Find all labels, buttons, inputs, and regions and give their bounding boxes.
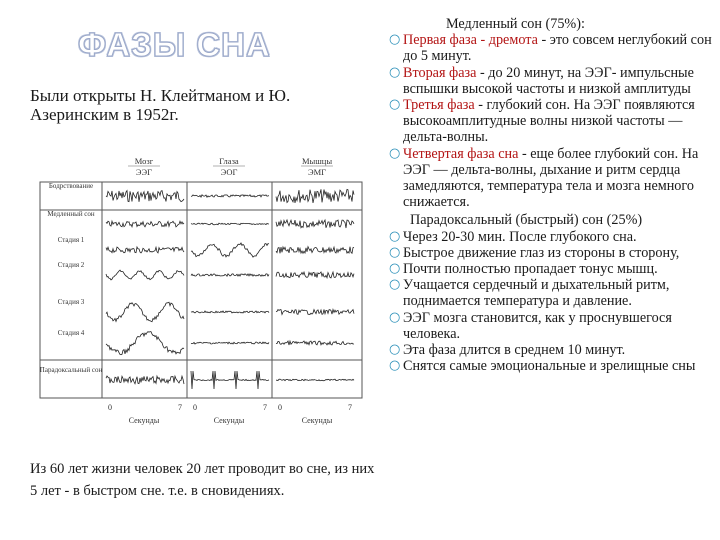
circle-bullet-icon: ○ xyxy=(389,277,401,293)
discovery-text: Были открыты Н. Клейтманом и Ю. Азеринским в 1952г. xyxy=(30,86,291,124)
trace-line xyxy=(191,274,269,276)
eeg-figure-svg xyxy=(28,150,378,428)
trace-line xyxy=(106,332,184,355)
circle-bullet-icon: ○ xyxy=(389,358,401,374)
list-item xyxy=(388,32,716,64)
bottom-note: Из 60 лет жизни человек 20 лет проводит во сне, из них 5 лет - в быстром сне. т.е. в сновидениях. xyxy=(30,461,375,499)
trace-line xyxy=(106,270,184,280)
list-item xyxy=(388,261,716,277)
column-header: Мозг xyxy=(134,156,154,166)
list-item xyxy=(388,245,716,261)
trace-line xyxy=(106,191,184,202)
rem-sleep-header: Парадоксальный (быстрый) сон (25%) xyxy=(410,212,643,229)
circle-bullet-icon: ○ xyxy=(389,97,401,113)
circle-bullet-icon: ○ xyxy=(389,244,401,260)
row-label: Стадия 4 xyxy=(57,329,85,337)
rem-item-text: ЭЭГ мозга становится, как у проснувшегося человека. xyxy=(403,309,672,342)
trace-line xyxy=(191,243,269,257)
trace-line xyxy=(191,311,269,313)
circle-bullet-icon: ○ xyxy=(389,64,401,80)
column-subheader: ЭЭГ xyxy=(135,167,153,177)
rem-item-text: Почти полностью пропадает тонус мышц. xyxy=(403,261,658,278)
column-header: Глаза xyxy=(219,156,239,166)
phase-desc: - еще более глубокий сон. На ЭЭГ — дельта-волны, дыхание и ритм сердца замедляются, температура тела и мозга немного снижается. xyxy=(403,145,699,211)
phase-term: Четвертая фаза сна xyxy=(403,145,519,162)
trace-line xyxy=(106,247,184,253)
trace-line xyxy=(191,371,269,389)
list-item xyxy=(388,65,716,97)
list-item xyxy=(388,229,716,245)
circle-bullet-icon: ○ xyxy=(389,261,401,277)
trace-line xyxy=(276,189,354,203)
circle-bullet-icon: ○ xyxy=(389,342,401,358)
row-label: Медленный сон xyxy=(47,210,95,218)
trace-line xyxy=(276,220,354,228)
axis-tick-label: 0 xyxy=(278,403,282,412)
trace-line xyxy=(276,247,354,254)
trace-line xyxy=(106,376,184,384)
slow-sleep-list xyxy=(388,32,716,210)
circle-bullet-icon: ○ xyxy=(389,228,401,244)
phase-term: Третья фаза xyxy=(403,97,475,114)
rem-sleep-list xyxy=(388,229,716,375)
trace-line xyxy=(106,221,184,227)
list-item xyxy=(388,310,716,342)
right-column xyxy=(388,16,716,374)
slow-sleep-header: Медленный сон (75%): xyxy=(446,16,585,32)
list-item xyxy=(388,97,716,146)
list-item xyxy=(388,146,716,211)
trace-line xyxy=(191,223,269,225)
trace-line xyxy=(106,302,184,322)
circle-bullet-icon: ○ xyxy=(389,309,401,325)
row-label: Бодрствование xyxy=(48,182,94,190)
trace-line xyxy=(276,310,354,315)
row-label: Парадоксальный сон xyxy=(39,366,103,374)
row-label: Стадия 3 xyxy=(57,298,85,306)
circle-bullet-icon: ○ xyxy=(389,145,401,161)
list-item xyxy=(388,277,716,309)
axis-tick-label: 7 xyxy=(263,403,267,412)
axis-unit-label: Секунды xyxy=(128,416,160,425)
axis-tick-label: 0 xyxy=(108,403,112,412)
sleep-stages-figure xyxy=(28,150,378,428)
list-item xyxy=(388,342,716,358)
phase-desc: - до 20 минут, на ЭЭГ- импульсные вспышки высокой частоты и низкой амплитуды xyxy=(403,64,694,97)
phase-desc: - глубокий сон. На ЭЭГ появляются высокоамплитудные волны низкой частоты — дельта-волны. xyxy=(403,97,695,146)
rem-item-text: Учащается сердечный и дыхательный ритм, поднимается температура и давление. xyxy=(403,277,670,310)
axis-tick-label: 7 xyxy=(348,403,352,412)
circle-bullet-icon: ○ xyxy=(389,32,401,48)
rem-item-text: Быстрое движение глаз из стороны в сторону, xyxy=(403,244,680,261)
trace-line xyxy=(191,195,269,197)
axis-tick-label: 0 xyxy=(193,403,197,412)
column-header: Мышцы xyxy=(301,156,333,166)
phase-desc: - это совсем неглубокий сон до 5 минут. xyxy=(403,32,712,65)
column-subheader: ЭМГ xyxy=(307,167,327,177)
rem-item-text: Снятся самые эмоциональные и зрелищные сны xyxy=(403,358,696,375)
axis-tick-label: 7 xyxy=(178,403,182,412)
trace-line xyxy=(276,341,354,345)
phase-term: Первая фаза - дремота xyxy=(403,32,538,49)
page-title: ФАЗЫ СНА xyxy=(78,26,271,63)
trace-line xyxy=(276,379,354,381)
list-item xyxy=(388,358,716,374)
axis-unit-label: Секунды xyxy=(301,416,333,425)
axis-unit-label: Секунды xyxy=(213,416,245,425)
column-subheader: ЭОГ xyxy=(220,167,238,177)
rem-item-text: Эта фаза длится в среднем 10 минут. xyxy=(403,342,626,359)
trace-line xyxy=(276,272,354,278)
row-label: Стадия 2 xyxy=(57,261,85,269)
rem-item-text: Через 20-30 мин. После глубокого сна. xyxy=(403,228,637,245)
phase-term: Вторая фаза xyxy=(403,64,477,81)
row-label: Стадия 1 xyxy=(57,236,85,244)
trace-line xyxy=(191,342,269,344)
